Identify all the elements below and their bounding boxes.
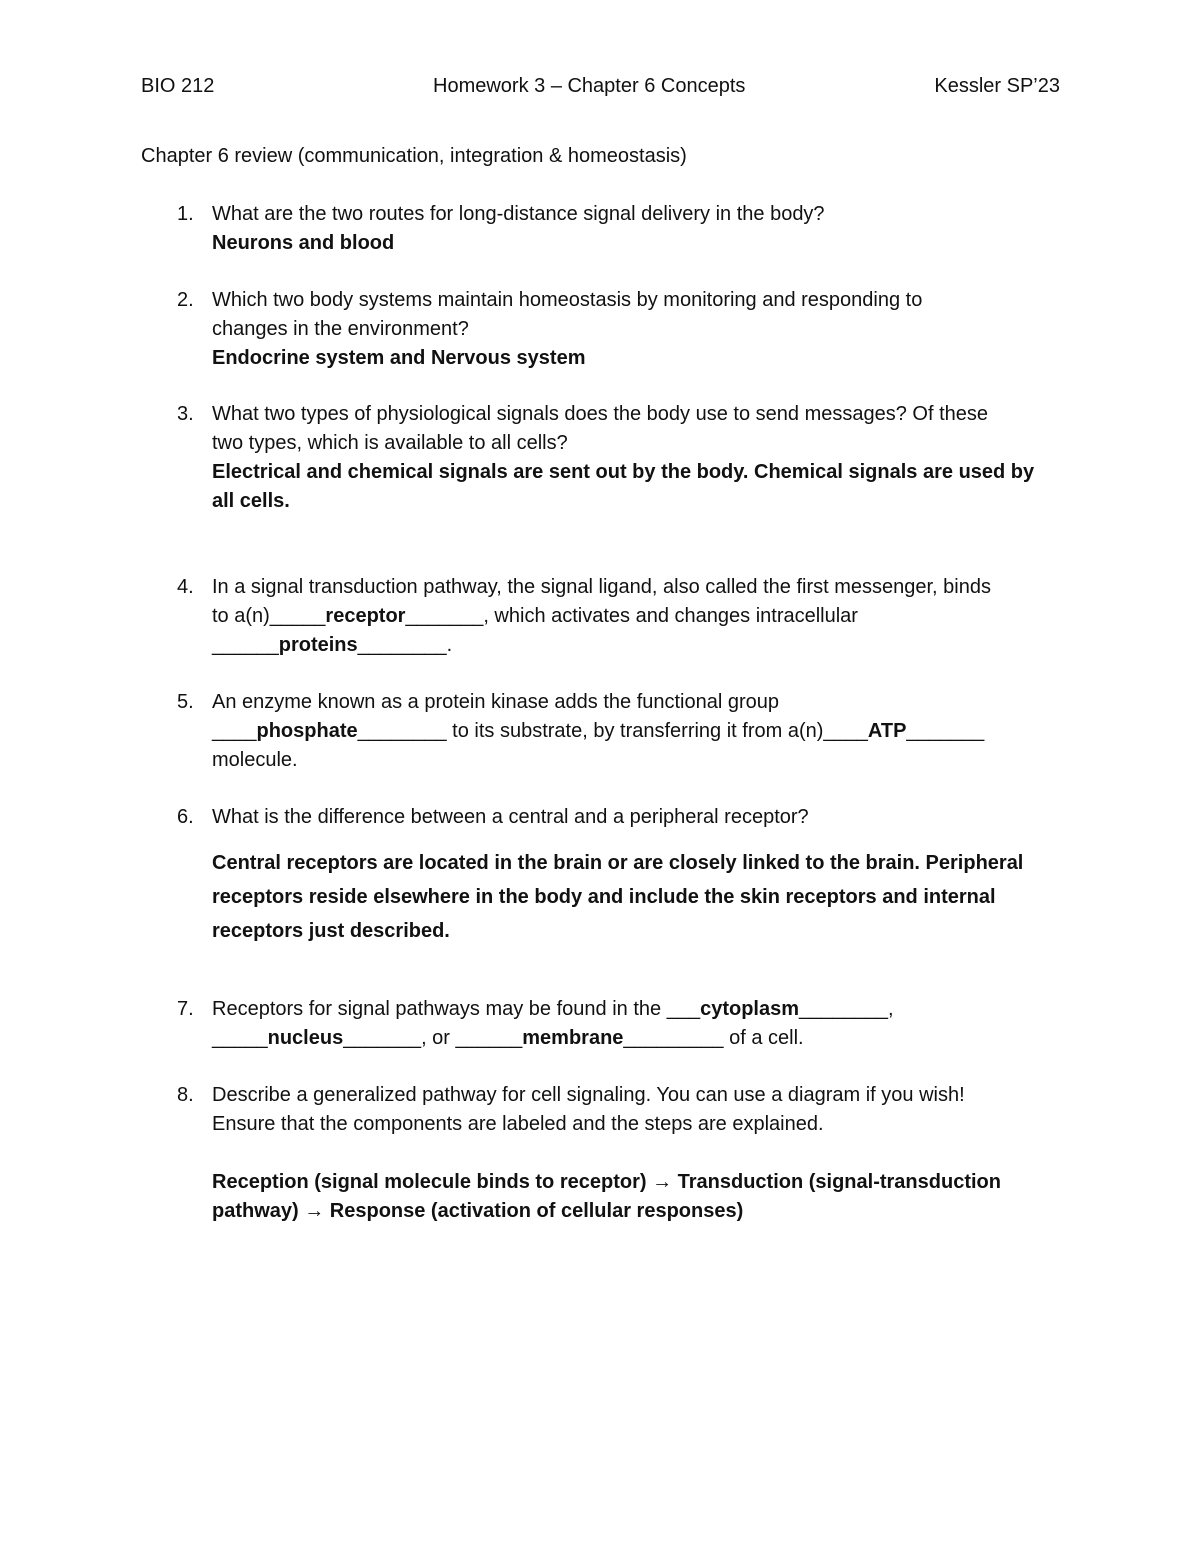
question-5 [141,688,1061,775]
question-2 [141,286,1061,373]
answer-text-line-3: receptors just described. [212,920,450,942]
question-number: 3. [177,403,194,425]
question-6 [141,803,1061,948]
question-text-line-1: What two types of physiological signals does the body use to send messages? Of these [212,403,988,425]
question-text-line-1: In a signal transduction pathway, the signal ligand, also called the first messenger, binds [212,576,991,598]
question-text-line-3: molecule. [212,749,298,771]
fill-in-line-1: Receptors for signal pathways may be found in the ___cytoplasm________, [212,998,894,1020]
document-title: Homework 3 – Chapter 6 Concepts [433,75,746,97]
blank-answer-membrane: membrane [522,1027,624,1049]
question-number: 6. [177,806,194,828]
question-text: What is the difference between a central and a peripheral receptor? [212,806,809,828]
section-intro: Chapter 6 review (communication, integration & homeostasis) [141,145,687,167]
blank-answer-receptor: receptor [325,605,406,627]
question-1 [141,200,1061,258]
question-text-line-1: Which two body systems maintain homeostasis by monitoring and responding to [212,289,923,311]
question-text-line-2: Ensure that the components are labeled and the steps are explained. [212,1113,824,1135]
fill-in-line-2: ______proteins________. [212,634,453,656]
question-number: 7. [177,998,194,1020]
answer-text: Endocrine system and Nervous system [212,347,586,369]
course-code: BIO 212 [141,75,215,97]
answer-text: Neurons and blood [212,232,395,254]
blank-answer-nucleus: nucleus [267,1027,344,1049]
question-7 [141,995,1061,1053]
instructor-term: Kessler SP’23 [934,75,1060,97]
answer-text-line-1: Reception (signal molecule binds to receptor) → Transduction (signal-transduction [212,1171,1001,1193]
answer-text-line-1: Electrical and chemical signals are sent out by the body. Chemical signals are used by [212,461,1035,483]
question-number: 5. [177,691,194,713]
answer-text-line-2: receptors reside elsewhere in the body and include the skin receptors and internal [212,886,996,908]
fill-in-line: ____phosphate________ to its substrate, by transferring it from a(n)____ATP_______ [212,720,985,742]
question-number: 8. [177,1084,194,1106]
answer-text-line-2: pathway) → Response (activation of cellular responses) [212,1200,744,1222]
question-text-line-1: An enzyme known as a protein kinase adds the functional group [212,691,780,713]
question-3 [141,400,1061,516]
fill-in-line-1: to a(n)_____receptor_______, which activates and changes intracellular [212,605,858,627]
question-text: What are the two routes for long-distance signal delivery in the body? [212,203,825,225]
question-4 [141,573,1061,660]
question-text-line-2: two types, which is available to all cells? [212,432,568,454]
answer-text-line-1: Central receptors are located in the brain or are closely linked to the brain. Peripheral [212,852,1024,874]
question-number: 2. [177,289,194,311]
blank-answer-proteins: proteins [278,634,358,656]
answer-text-line-2: all cells. [212,490,290,512]
question-text-line-2: changes in the environment? [212,318,469,340]
question-8 [141,1081,1061,1226]
question-number: 4. [177,576,194,598]
question-number: 1. [177,203,194,225]
blank-answer-cytoplasm: cytoplasm [700,998,800,1020]
blank-answer-atp: ATP [867,720,907,742]
question-text-line-1: Describe a generalized pathway for cell signaling. You can use a diagram if you wish! [212,1084,965,1106]
fill-in-line-2: _____nucleus_______, or ______membrane_________ of a cell. [212,1027,804,1049]
blank-answer-phosphate: phosphate [256,720,358,742]
